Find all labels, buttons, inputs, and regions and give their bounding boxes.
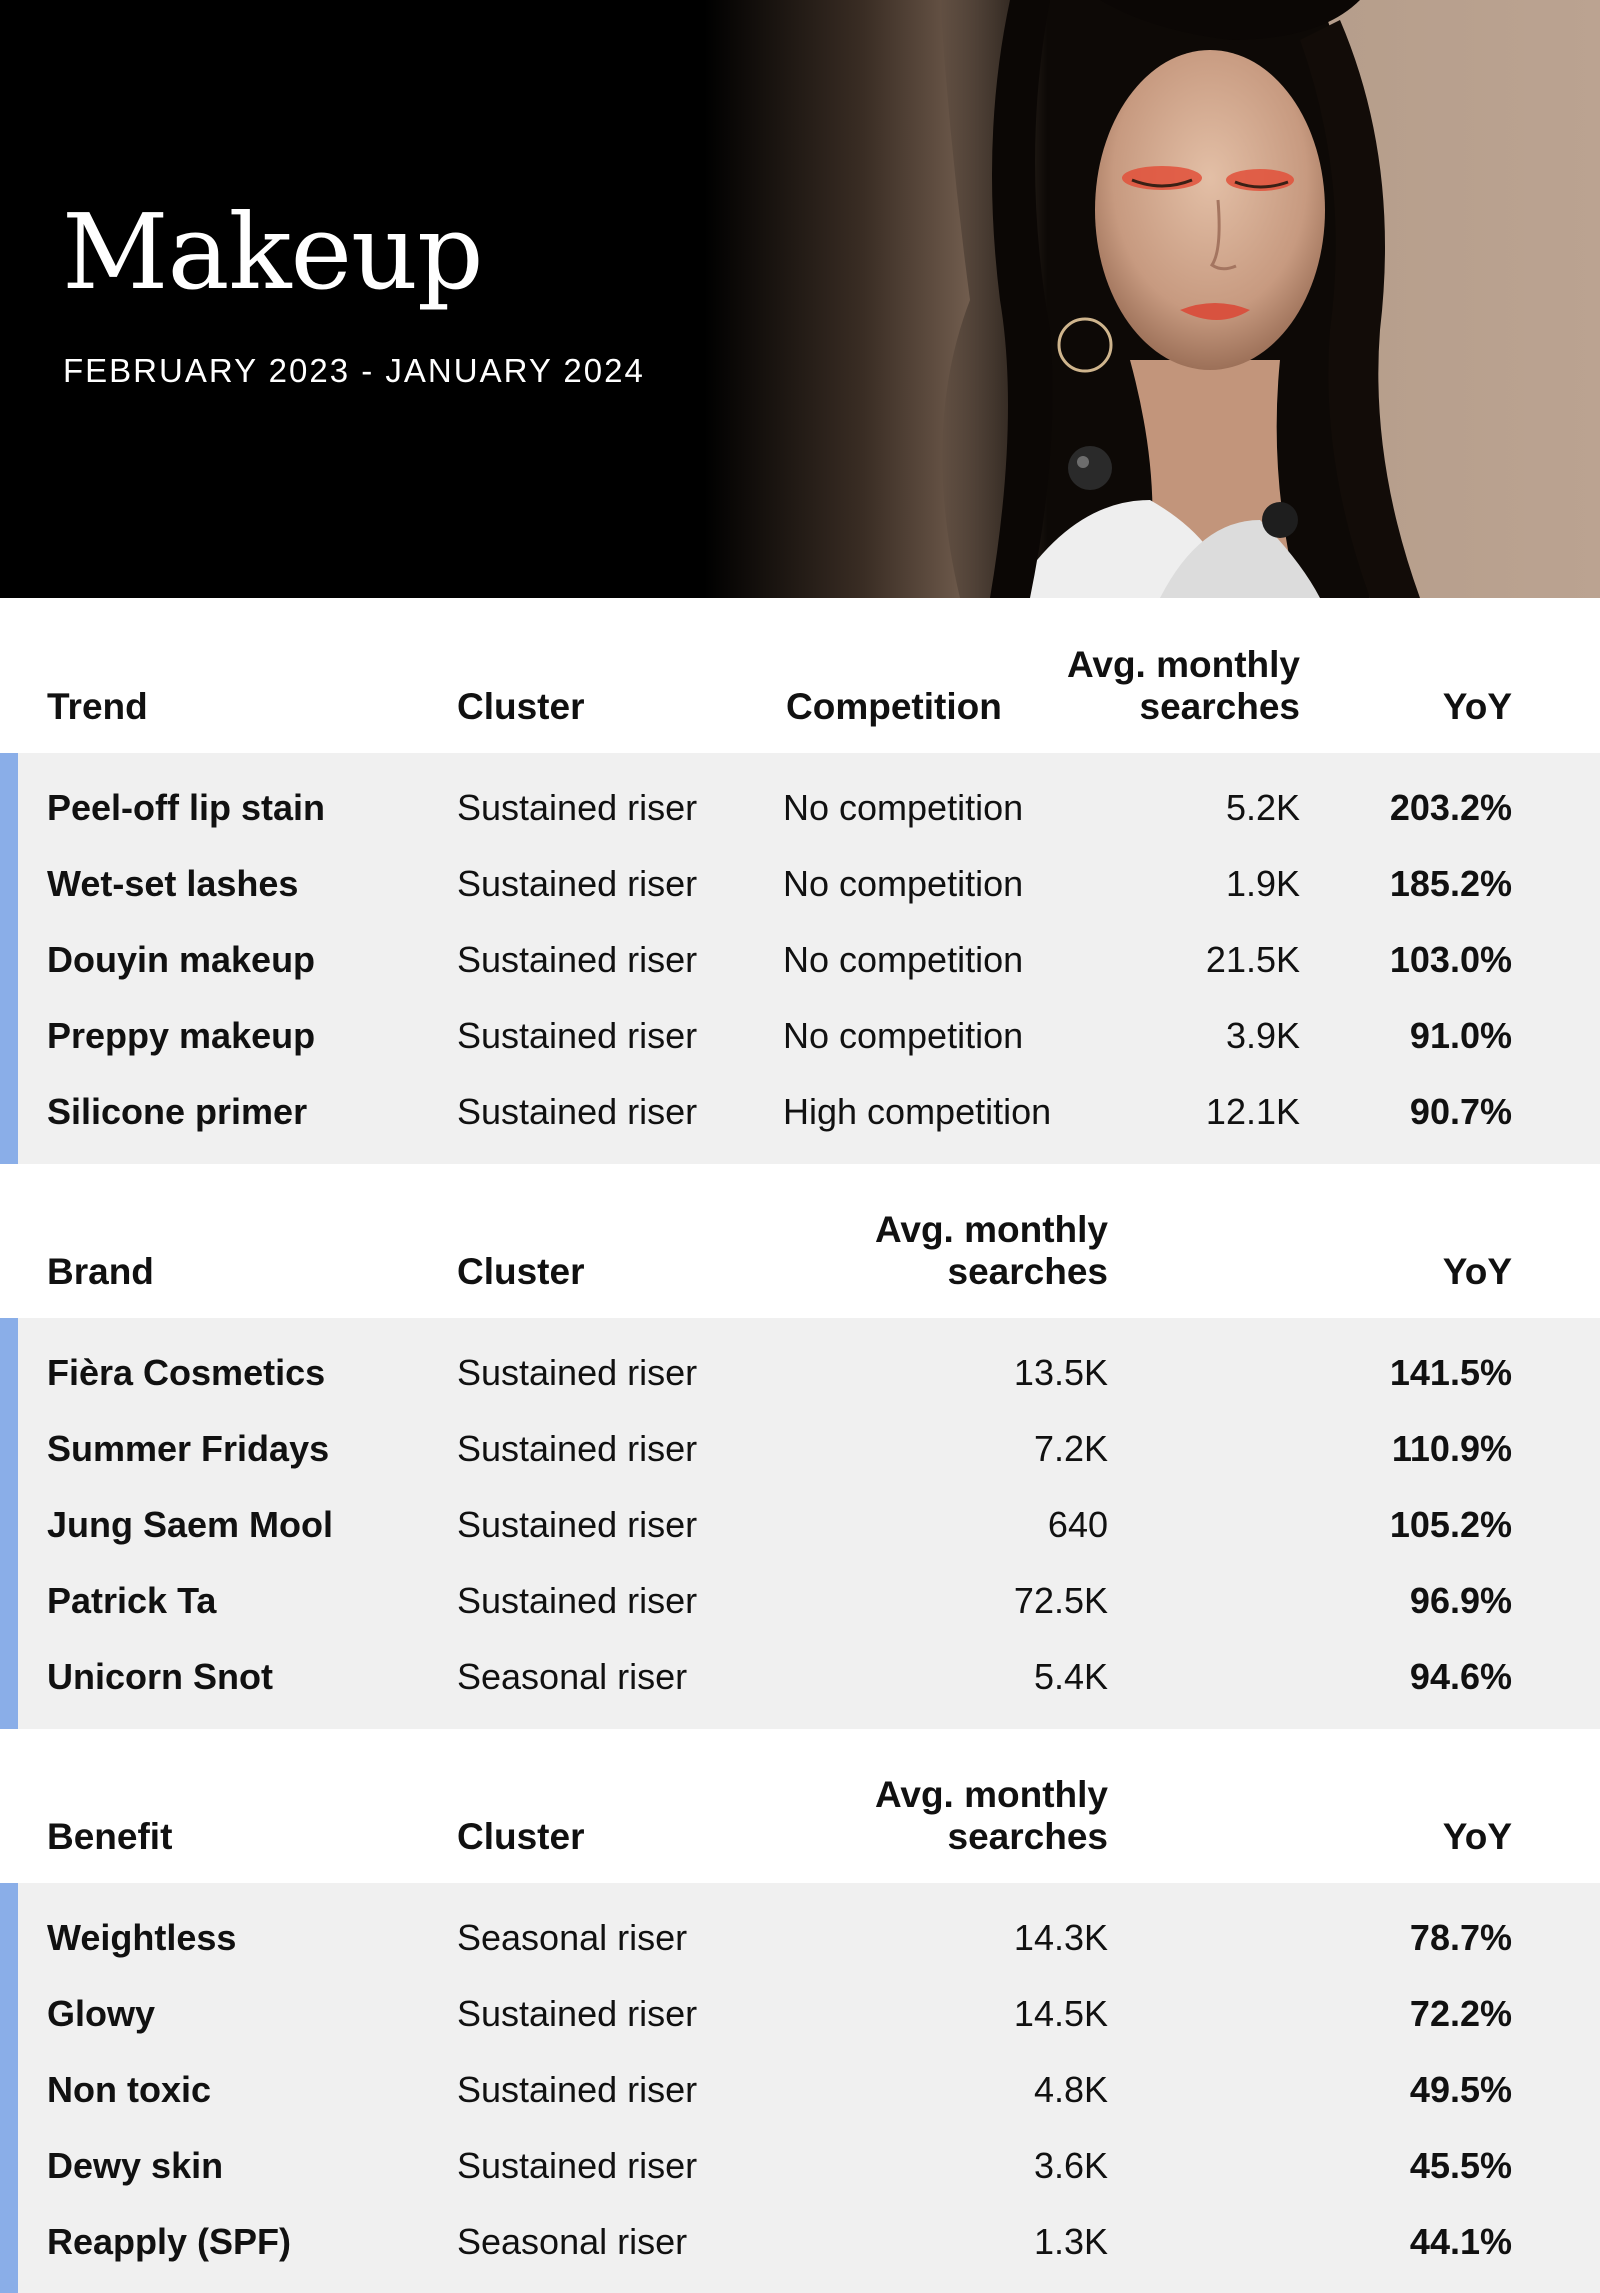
benefit-searches: 14.5K <box>1013 1993 1108 2034</box>
benefit-yoy: 72.2% <box>1409 1993 1512 2034</box>
brand-cluster: Sustained riser <box>457 1504 698 1545</box>
table-row <box>0 922 1600 998</box>
benefit-cluster: Sustained riser <box>457 2069 698 2110</box>
trend-competition: No competition <box>783 1015 1024 1056</box>
trend-competition: High competition <box>783 1091 1052 1132</box>
model-portrait <box>900 0 1600 598</box>
trend-competition: No competition <box>783 863 1024 904</box>
header-brand: Brand <box>47 1251 154 1292</box>
benefit-yoy: 44.1% <box>1409 2221 1512 2262</box>
trends-table-body <box>0 753 1600 1164</box>
header-competition: Competition <box>786 686 1002 727</box>
header-cluster: Cluster <box>457 686 585 727</box>
trend-yoy: 90.7% <box>1409 1091 1512 1132</box>
benefit-name: Weightless <box>47 1917 237 1958</box>
table-row <box>0 846 1600 922</box>
hero-banner <box>0 0 1600 598</box>
table-row <box>0 1976 1600 2052</box>
brands-table <box>0 1205 1600 1729</box>
benefits-table <box>0 1770 1600 2293</box>
header-searches-line1: Avg. monthly <box>1067 644 1300 685</box>
brand-name: Patrick Ta <box>47 1580 217 1621</box>
trend-searches: 21.5K <box>1205 939 1300 980</box>
brand-yoy: 96.9% <box>1409 1580 1512 1621</box>
trend-name: Peel-off lip stain <box>47 787 326 828</box>
brand-name: Fièra Cosmetics <box>47 1352 326 1393</box>
table-row <box>0 1074 1600 1150</box>
header-yoy: YoY <box>1442 1816 1512 1857</box>
brands-table-header <box>0 1205 1600 1318</box>
brand-cluster: Sustained riser <box>457 1580 698 1621</box>
benefit-cluster: Seasonal riser <box>457 1917 688 1958</box>
benefit-searches: 14.3K <box>1013 1917 1108 1958</box>
benefit-searches: 1.3K <box>1033 2221 1108 2262</box>
header-searches-line2: searches <box>947 1251 1108 1292</box>
brand-name: Unicorn Snot <box>47 1656 273 1697</box>
trend-cluster: Sustained riser <box>457 1015 698 1056</box>
trend-name: Wet-set lashes <box>47 863 299 904</box>
benefit-searches: 4.8K <box>1033 2069 1108 2110</box>
trend-cluster: Sustained riser <box>457 863 698 904</box>
table-row <box>0 1900 1600 1976</box>
brand-yoy: 105.2% <box>1389 1504 1512 1545</box>
brand-searches: 7.2K <box>1033 1428 1108 1469</box>
trend-searches: 12.1K <box>1205 1091 1300 1132</box>
table-row <box>0 1487 1600 1563</box>
trends-table-header <box>0 640 1600 753</box>
table-row <box>0 998 1600 1074</box>
trend-competition: No competition <box>783 787 1024 828</box>
trend-name: Douyin makeup <box>47 939 316 980</box>
benefit-yoy: 78.7% <box>1409 1917 1512 1958</box>
brand-cluster: Sustained riser <box>457 1352 698 1393</box>
trend-cluster: Sustained riser <box>457 1091 698 1132</box>
trend-competition: No competition <box>783 939 1024 980</box>
brand-searches: 5.4K <box>1033 1656 1108 1697</box>
brands-table-body <box>0 1318 1600 1729</box>
benefit-yoy: 49.5% <box>1409 2069 1512 2110</box>
benefit-cluster: Sustained riser <box>457 1993 698 2034</box>
date-range: FEBRUARY 2023 - JANUARY 2024 <box>63 352 645 389</box>
trend-searches: 3.9K <box>1225 1015 1300 1056</box>
trend-name: Silicone primer <box>47 1091 308 1132</box>
brand-yoy: 110.9% <box>1391 1428 1512 1469</box>
brand-name: Jung Saem Mool <box>47 1504 334 1545</box>
trend-name: Preppy makeup <box>47 1015 316 1056</box>
table-row <box>0 770 1600 846</box>
trend-yoy: 91.0% <box>1409 1015 1512 1056</box>
benefit-name: Non toxic <box>47 2069 212 2110</box>
trend-searches: 1.9K <box>1225 863 1300 904</box>
table-row <box>0 1411 1600 1487</box>
benefits-table-header <box>0 1770 1600 1883</box>
header-yoy: YoY <box>1442 686 1512 727</box>
table-row <box>0 1335 1600 1411</box>
header-cluster: Cluster <box>457 1816 585 1857</box>
table-row <box>0 2052 1600 2128</box>
brand-searches: 640 <box>1047 1504 1108 1545</box>
benefit-cluster: Sustained riser <box>457 2145 698 2186</box>
table-row <box>0 2204 1600 2280</box>
trend-yoy: 103.0% <box>1389 939 1512 980</box>
trends-table <box>0 640 1600 1164</box>
brand-cluster: Sustained riser <box>457 1428 698 1469</box>
brand-cluster: Seasonal riser <box>457 1656 688 1697</box>
trend-cluster: Sustained riser <box>457 939 698 980</box>
brand-yoy: 94.6% <box>1409 1656 1512 1697</box>
benefit-searches: 3.6K <box>1033 2145 1108 2186</box>
benefit-cluster: Seasonal riser <box>457 2221 688 2262</box>
brand-yoy: 141.5% <box>1389 1352 1512 1393</box>
page-title: Makeup <box>62 191 483 313</box>
header-yoy: YoY <box>1442 1251 1512 1292</box>
brand-searches: 13.5K <box>1013 1352 1108 1393</box>
brand-name: Summer Fridays <box>47 1428 330 1469</box>
table-row <box>0 1563 1600 1639</box>
benefit-yoy: 45.5% <box>1409 2145 1512 2186</box>
table-row <box>0 2128 1600 2204</box>
header-cluster: Cluster <box>457 1251 585 1292</box>
trend-searches: 5.2K <box>1225 787 1300 828</box>
header-searches-line2: searches <box>947 1816 1108 1857</box>
header-searches-line2: searches <box>1139 686 1300 727</box>
benefits-table-body <box>0 1883 1600 2293</box>
header-trend: Trend <box>47 686 148 727</box>
table-row <box>0 1639 1600 1715</box>
header-searches-line1: Avg. monthly <box>875 1209 1108 1250</box>
trend-yoy: 185.2% <box>1389 863 1512 904</box>
benefit-name: Reapply (SPF) <box>47 2221 292 2262</box>
benefit-name: Glowy <box>47 1993 156 2034</box>
trend-cluster: Sustained riser <box>457 787 698 828</box>
benefit-name: Dewy skin <box>47 2145 224 2186</box>
brand-searches: 72.5K <box>1013 1580 1108 1621</box>
header-searches-line1: Avg. monthly <box>875 1774 1108 1815</box>
trend-yoy: 203.2% <box>1389 787 1512 828</box>
header-benefit: Benefit <box>47 1816 173 1857</box>
